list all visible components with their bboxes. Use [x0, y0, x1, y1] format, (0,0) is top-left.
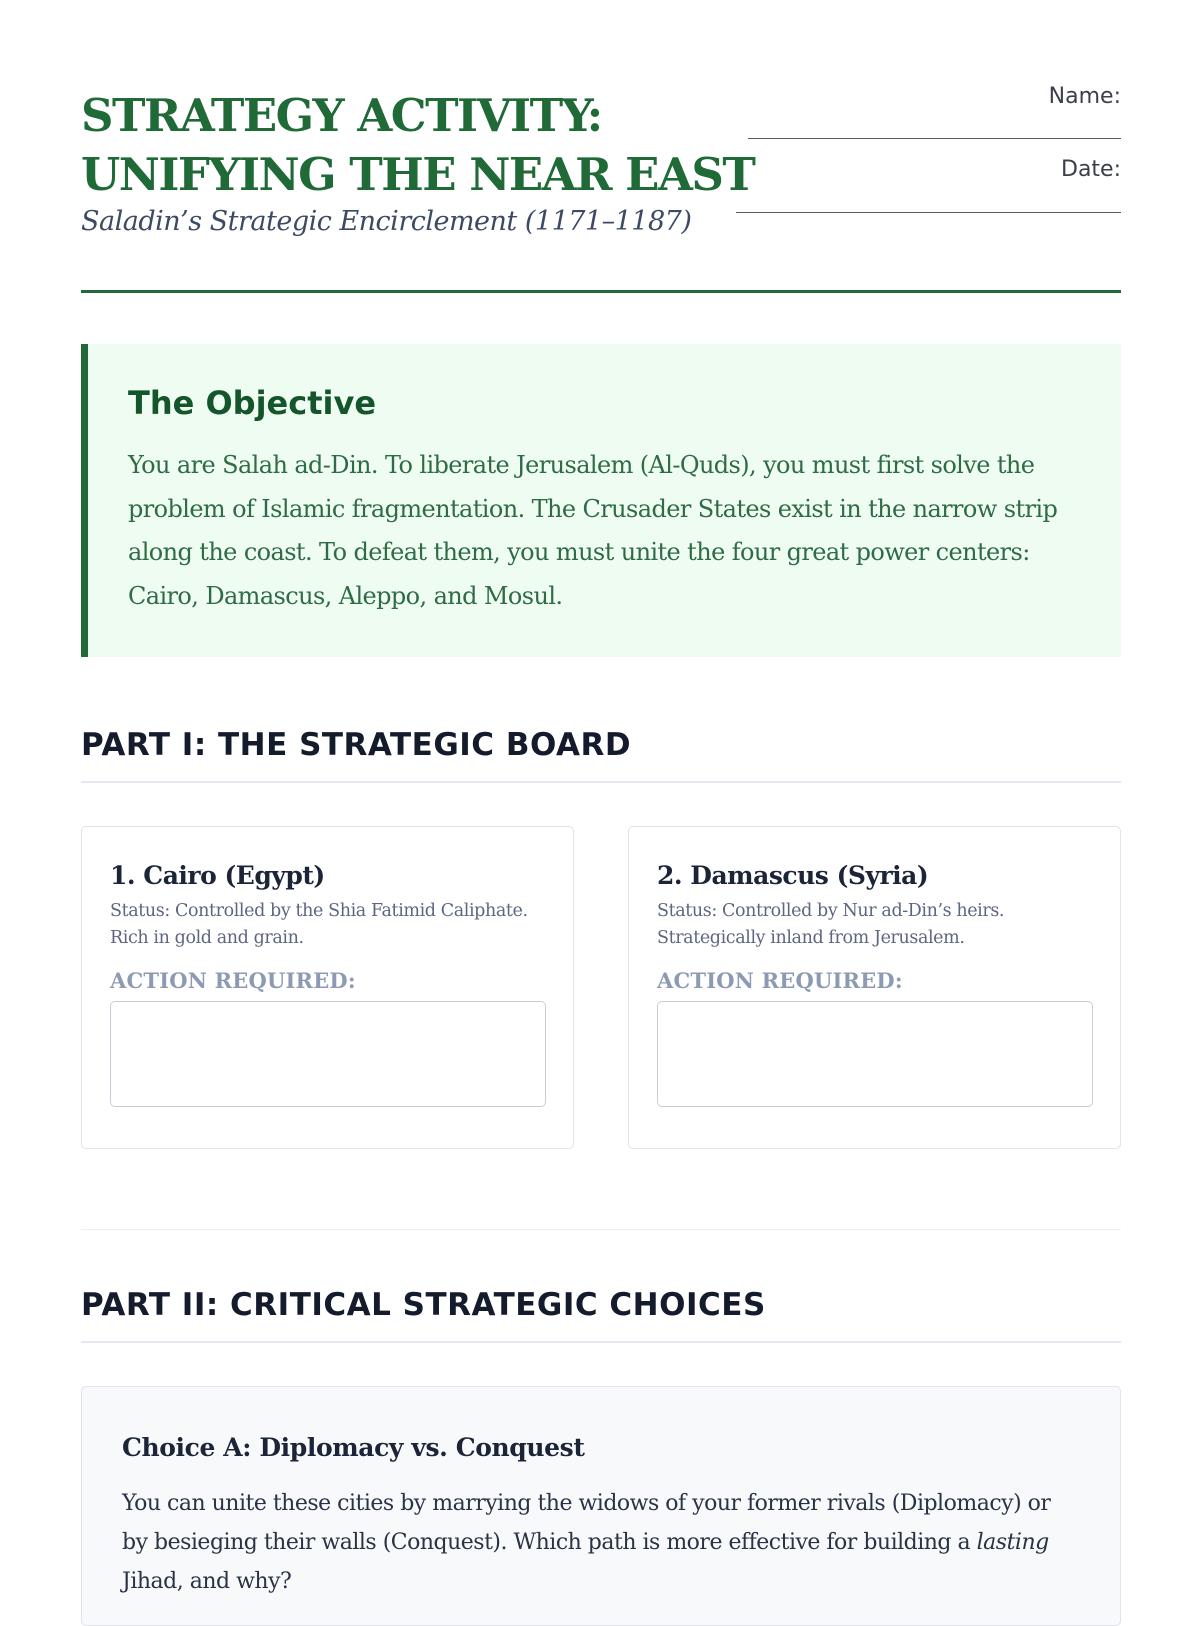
title-line-1: STRATEGY ACTIVITY:: [81, 89, 602, 142]
action-answer-box-damascus[interactable]: [657, 1001, 1093, 1107]
title-line-2: UNIFYING THE NEAR EAST: [81, 148, 755, 201]
city-card-damascus: [628, 826, 1121, 1149]
part2-heading: PART II: CRITICAL STRATEGIC CHOICES: [81, 1287, 1121, 1343]
objective-callout: [81, 344, 1121, 657]
card-status: Status: Controlled by the Shia Fatimid Caliphate. Rich in gold and grain.: [110, 901, 528, 948]
part1-heading: PART I: THE STRATEGIC BOARD: [81, 727, 1121, 783]
page-title: [81, 86, 754, 204]
action-required-label: ACTION REQUIRED:: [657, 968, 903, 993]
choice-a-text-start: You can unite these cities by marrying the widows of your former rivals (Diplomacy) or by besieging their walls (Conquest). Which path is more effective for building a: [122, 1491, 1051, 1555]
objective-heading: The Objective: [128, 384, 377, 422]
choice-a-card: [81, 1386, 1121, 1626]
card-status: Status: Controlled by Nur ad-Din’s heirs. Strategically inland from Jerusalem.: [657, 901, 1005, 948]
card-title: 1. Cairo (Egypt): [110, 861, 325, 890]
worksheet-header: [81, 0, 1121, 293]
date-field-line[interactable]: [736, 212, 1121, 213]
action-answer-box-cairo[interactable]: [110, 1001, 546, 1107]
page-subtitle: Saladin’s Strategic Encirclement (1171–1187): [81, 206, 692, 237]
action-required-label: ACTION REQUIRED:: [110, 968, 356, 993]
choice-a-text-end: Jihad, and why?: [122, 1569, 292, 1594]
name-field-line[interactable]: [748, 138, 1121, 139]
worksheet-page: [81, 0, 1121, 1594]
choice-a-emphasis: lasting: [976, 1530, 1049, 1555]
section-divider: [81, 1229, 1121, 1230]
choice-a-text: [122, 1484, 1080, 1601]
card-title: 2. Damascus (Syria): [657, 861, 929, 890]
objective-text: You are Salah ad-Din. To liberate Jerusalem (Al-Quds), you must first solve the problem of Islamic fragmentation. The Crusader States exist in the narrow strip along the coast. To defeat them, you must unite the four great power centers: Cairo, Damascus, Aleppo, and Mosul.: [128, 451, 1058, 610]
date-label: Date:: [1061, 157, 1121, 182]
choice-a-title: Choice A: Diplomacy vs. Conquest: [122, 1433, 585, 1462]
city-card-cairo: [81, 826, 574, 1149]
name-label: Name:: [1048, 84, 1121, 109]
